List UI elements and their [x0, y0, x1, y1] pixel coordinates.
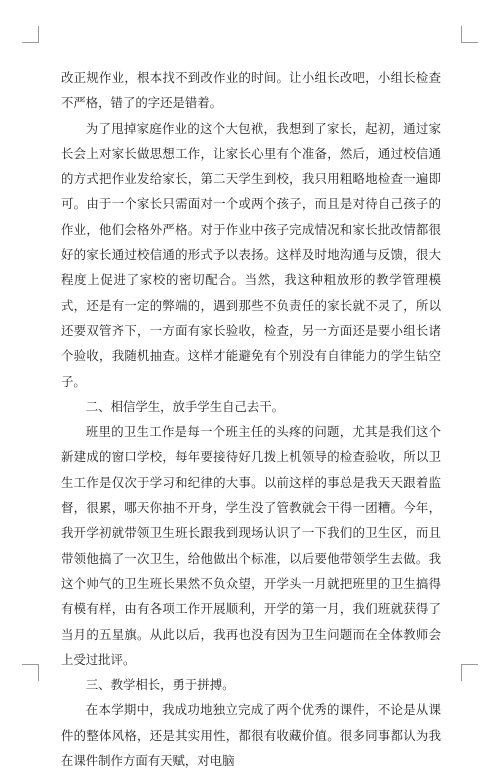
paragraph-class-hygiene: 班里的卫生工作是每一个班主任的头疼的问题，尤其是我们这个新建成的窗口学校，每年要接待好几拨上机领导的检查验收，所以卫生工作是仅次于学习和纪律的大事。以前这样的事总是我天天跟着监督，很累，哪天你抽不开身，学生没了管教就会干得一团糟。今年，我开学初就带领卫生班长跟我到现场认识了一下我们的卫生区，而且带领他搞了一次卫生，给他做出个标准，以后要他带领学生去做。我这个帅气的卫生班长果然不负众望，开学头一月就把班里的卫生搞得有模有样，由有各项工作开展顺利，开学的第一月，我们班就获得了当月的五星旗。从此以后，我再也没有因为卫生问题而在全体教师会上受过批评。: [61, 424, 441, 667]
crop-mark-bottom-right: [462, 664, 478, 665]
section-heading-2: 二、相信学生，放手学生自己去干。: [85, 398, 285, 414]
crop-mark-bottom-right: [461, 664, 462, 681]
crop-mark-bottom-left: [22, 664, 38, 665]
section-heading-3: 三、教学相长，勇于拼搏。: [85, 677, 235, 693]
crop-mark-top-right: [462, 42, 478, 43]
crop-mark-top-left: [38, 26, 39, 43]
paragraph-homework-parents: 为了甩掉家庭作业的这个大包袱，我想到了家长，起初，通过家长会上对家长做思想工作，让家长心里有个准备，然后，通过校信通的方式把作业发给家长，第二天学生到校，我只用粗略地检查一遍即可。由于一个家长只需面对一个或两个孩子，而且是对待自己孩子的作业，他们会格外严格。对于作业中孩子完成情况和家长批改情都很好的家长通过校信通的形式予以表扬。这样及时地沟通与反馈，很大程度上促进了家校的密切配合。当然，我这种粗放形的教学管理模式，还是有一定的弊端的，遇到那些不负责任的家长就不灵了，所以还要双管齐下，一方面有家长验收，检查，另一方面还是要小组长诸个验收，我随机抽查。这样才能避免有个别没有自律能力的学生钻空子。: [61, 120, 441, 389]
paragraph-courseware: 在本学期中，我成功地独立完成了两个优秀的课件，不论是从课件的整体风格，还是其实用性，都很有收藏价值。很多同事都认为我在课件制作方面有天赋，对电脑: [61, 702, 441, 769]
crop-mark-top-left: [22, 42, 38, 43]
crop-mark-bottom-left: [38, 664, 39, 681]
paragraph-continuation: 改正规作业，根本找不到改作业的时间。让小组长改吧，小组长检查不严格，错了的字还是错着。: [61, 70, 441, 111]
crop-mark-top-right: [461, 26, 462, 43]
document-body: [61, 65, 441, 773]
